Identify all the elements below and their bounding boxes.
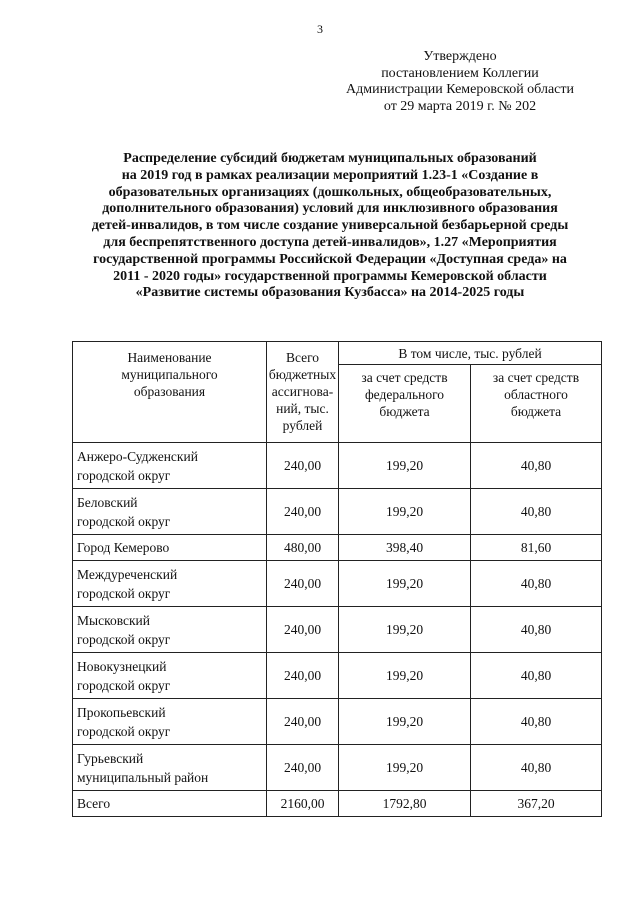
approval-line: Администрации Кемеровской области — [346, 82, 574, 97]
title-line: государственной программы Российской Федерации «Доступная среда» на — [93, 251, 567, 267]
table-row — [73, 561, 602, 607]
regional-cell: 40,80 — [471, 653, 602, 699]
municipality-name-line: Беловский — [77, 494, 138, 510]
municipality-name-line: муниципальный район — [77, 769, 209, 785]
municipality-name-line: Междуреченский — [77, 566, 178, 582]
page-number: 3 — [317, 22, 323, 36]
regional-cell: 81,60 — [471, 535, 602, 561]
total-cell: 2160,00 — [267, 791, 339, 817]
total-cell: 240,00 — [267, 561, 339, 607]
regional-cell: 40,80 — [471, 443, 602, 489]
header-including: В том числе, тыс. рублей — [339, 342, 602, 365]
table-row — [73, 653, 602, 699]
regional-cell: 367,20 — [471, 791, 602, 817]
federal-cell: 199,20 — [339, 443, 471, 489]
municipality-name — [73, 607, 267, 653]
municipality-name-line: Прокопьевский — [77, 704, 166, 720]
regional-cell: 40,80 — [471, 699, 602, 745]
header-regional: за счет средств областного бюджета — [471, 365, 602, 443]
title-line: детей-инвалидов, в том числе создание универсальной безбарьерной среды — [91, 218, 569, 234]
regional-cell: 40,80 — [471, 561, 602, 607]
table-row — [73, 699, 602, 745]
municipality-name-line: Гурьевский — [77, 750, 144, 766]
municipality-name-line: городской округ — [77, 723, 171, 739]
municipality-name-line: городской округ — [77, 585, 171, 601]
municipality-name-line: городской округ — [77, 631, 171, 647]
title-line: для беспрепятственного доступа детей-инвалидов», 1.27 «Мероприятия — [103, 234, 557, 250]
federal-cell: 199,20 — [339, 745, 471, 791]
regional-cell: 40,80 — [471, 607, 602, 653]
federal-cell: 199,20 — [339, 489, 471, 535]
municipality-name — [73, 653, 267, 699]
municipality-name — [73, 443, 267, 489]
total-cell: 240,00 — [267, 443, 339, 489]
regional-cell: 40,80 — [471, 489, 602, 535]
federal-cell: 199,20 — [339, 607, 471, 653]
total-cell: 240,00 — [267, 653, 339, 699]
federal-cell: 398,40 — [339, 535, 471, 561]
municipality-name — [73, 561, 267, 607]
header-federal: за счет средств федерального бюджета — [339, 365, 471, 443]
total-cell: 240,00 — [267, 745, 339, 791]
regional-cell: 40,80 — [471, 745, 602, 791]
total-cell: 480,00 — [267, 535, 339, 561]
approval-line: постановлением Коллегии — [381, 65, 539, 81]
header-name: Наименование муниципального образования — [73, 342, 267, 443]
table-row — [73, 745, 602, 791]
federal-cell: 199,20 — [339, 699, 471, 745]
federal-cell: 199,20 — [339, 653, 471, 699]
municipality-name — [73, 699, 267, 745]
total-cell: 240,00 — [267, 607, 339, 653]
municipality-name — [73, 535, 267, 561]
total-row — [73, 791, 602, 817]
table-row — [73, 535, 602, 561]
title-line: образовательных организациях (дошкольных, общеобразовательных, — [108, 184, 552, 200]
federal-cell: 1792,80 — [339, 791, 471, 817]
title-line: «Развитие системы образования Кузбасса» на 2014-2025 годы — [135, 285, 525, 301]
total-cell: 240,00 — [267, 489, 339, 535]
approval-stamp — [320, 49, 600, 115]
municipality-name — [73, 745, 267, 791]
table-row — [73, 489, 602, 535]
table-body — [73, 443, 602, 817]
approval-line: от 29 марта 2019 г. № 202 — [383, 98, 537, 114]
municipality-name — [73, 489, 267, 535]
approval-line: Утверждено — [423, 49, 497, 64]
title-line: Распределение субсидий бюджетам муниципальных образований — [123, 151, 537, 166]
table-row — [73, 443, 602, 489]
total-cell: 240,00 — [267, 699, 339, 745]
municipality-name-line: Мысковский — [77, 612, 150, 628]
title-line: дополнительного образования) условий для инклюзивного образования — [102, 201, 558, 217]
municipality-name-line: Город Кемерово — [77, 540, 170, 555]
header-total: Всего бюджетных ассигнова-ний, тыс. рублей — [267, 342, 339, 443]
municipality-name-line: Новокузнецкий — [77, 658, 167, 674]
municipality-name-line: городской округ — [77, 513, 171, 529]
title-line: на 2019 год в рамках реализации мероприятий 1.23-1 «Создание в — [121, 167, 539, 183]
municipality-name-line: городской округ — [77, 677, 171, 693]
federal-cell: 199,20 — [339, 561, 471, 607]
municipality-name-line: городской округ — [77, 467, 171, 483]
table-row — [73, 607, 602, 653]
document-title — [60, 151, 600, 302]
total-label: Всего — [73, 791, 267, 817]
municipality-name-line: Анжеро-Судженский — [77, 448, 198, 464]
subsidy-table — [72, 341, 602, 817]
title-line: 2011 - 2020 годы» государственной программы Кемеровской области — [113, 268, 547, 284]
